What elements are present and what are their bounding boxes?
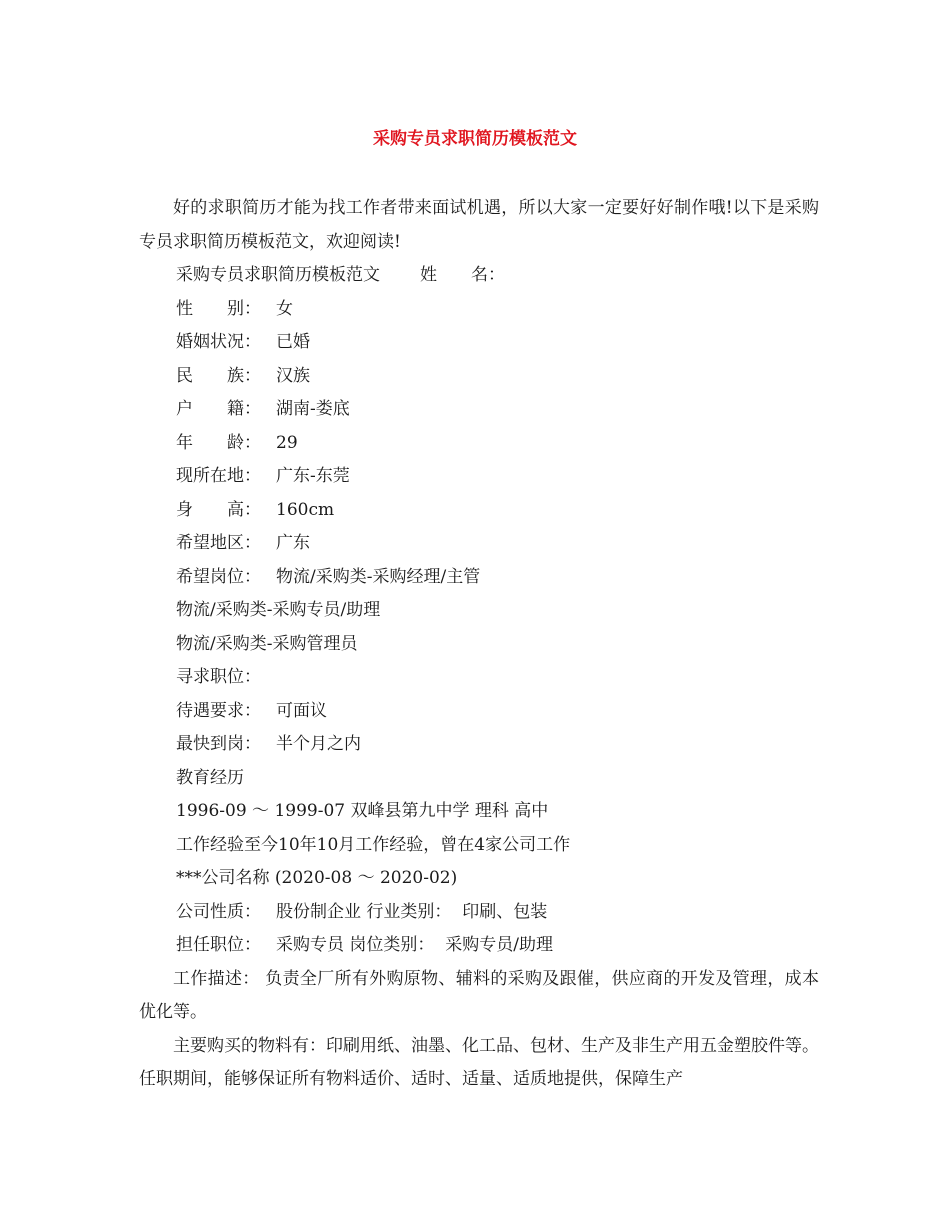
field-label: 年 龄：: [176, 432, 261, 453]
text-line: 寻求职位：: [176, 667, 261, 687]
field-label: 希望地区：: [176, 533, 261, 553]
materials-paragraph: 主要购买的物料有：印刷用纸、油墨、化工品、包材、生产及非生产用五金塑胶件等。任职期间，能够保证所有物料适价、适时、适量、适质地提供，保障生产: [139, 1035, 819, 1089]
field-label: 身 高：: [176, 499, 261, 520]
field-location: [139, 460, 819, 494]
field-height: [139, 494, 819, 528]
section-heading-education: 教育经历: [176, 767, 244, 788]
field-value: 物流/采购类-采购经理/主管: [276, 566, 481, 587]
work-experience-summary: 工作经验至今10年10月工作经验，曾在4家公司工作: [176, 834, 571, 855]
header-line: [139, 259, 819, 293]
field-label: 民 族：: [176, 365, 261, 386]
field-value: 采购专员 岗位类别： 采购专员/助理: [276, 935, 553, 955]
field-marital: [139, 326, 819, 360]
field-value: 湖南-娄底: [276, 399, 350, 419]
text-line: 物流/采购类-采购管理员: [176, 633, 358, 654]
field-label: 户 籍：: [176, 399, 261, 419]
field-value: 广东: [276, 533, 310, 553]
field-start-date: [139, 728, 819, 762]
document-title: 采购专员求职简历模板范文: [373, 129, 577, 149]
work-description-paragraph: 工作描述： 负责全厂所有外购原物、辅料的采购及跟催，供应商的开发及管理，成本优化等。: [139, 968, 819, 1022]
field-company-type: [139, 896, 819, 930]
field-desired-region: [139, 527, 819, 561]
field-value: 可面议: [276, 700, 327, 721]
field-label: 现所在地：: [176, 466, 261, 486]
field-job-title: [139, 929, 819, 963]
document-body: [139, 192, 819, 1097]
field-age: [139, 427, 819, 461]
field-salary: [139, 695, 819, 729]
field-value: 股份制企业 行业类别： 印刷、包装: [276, 901, 548, 922]
field-value: 广东-东莞: [276, 466, 350, 486]
field-value: 已婚: [276, 332, 310, 352]
field-value: 女: [276, 298, 293, 319]
field-ethnicity: [139, 360, 819, 394]
education-entry: 1996-09 ～ 1999-07 双峰县第九中学 理科 高中: [176, 801, 549, 821]
header-text: 采购专员求职简历模板范文: [176, 265, 380, 285]
intro-paragraph: 好的求职简历才能为找工作者带来面试机遇，所以大家一定要好好制作哦!以下是采购专员求职简历模板范文，欢迎阅读!: [139, 198, 819, 252]
field-label: 最快到岗：: [176, 734, 261, 754]
field-label: 婚姻状况：: [176, 332, 261, 352]
field-gender: [139, 293, 819, 327]
field-label: 公司性质：: [176, 901, 261, 922]
field-label: 待遇要求：: [176, 700, 261, 721]
field-label: 担任职位：: [176, 935, 261, 955]
company-entry: ***公司名称 (2020-08 ～ 2020-02): [176, 868, 458, 888]
field-value: 汉族: [276, 365, 310, 386]
field-label: 希望岗位：: [176, 566, 261, 587]
text-line: 物流/采购类-采购专员/助理: [176, 600, 381, 620]
field-value: 29: [276, 432, 298, 453]
name-label: 姓 名：: [420, 265, 505, 285]
field-label: 性 别：: [176, 298, 261, 319]
field-hukou: [139, 393, 819, 427]
field-value: 半个月之内: [276, 734, 361, 754]
field-desired-position: [139, 561, 819, 595]
field-value: 160cm: [276, 499, 335, 520]
